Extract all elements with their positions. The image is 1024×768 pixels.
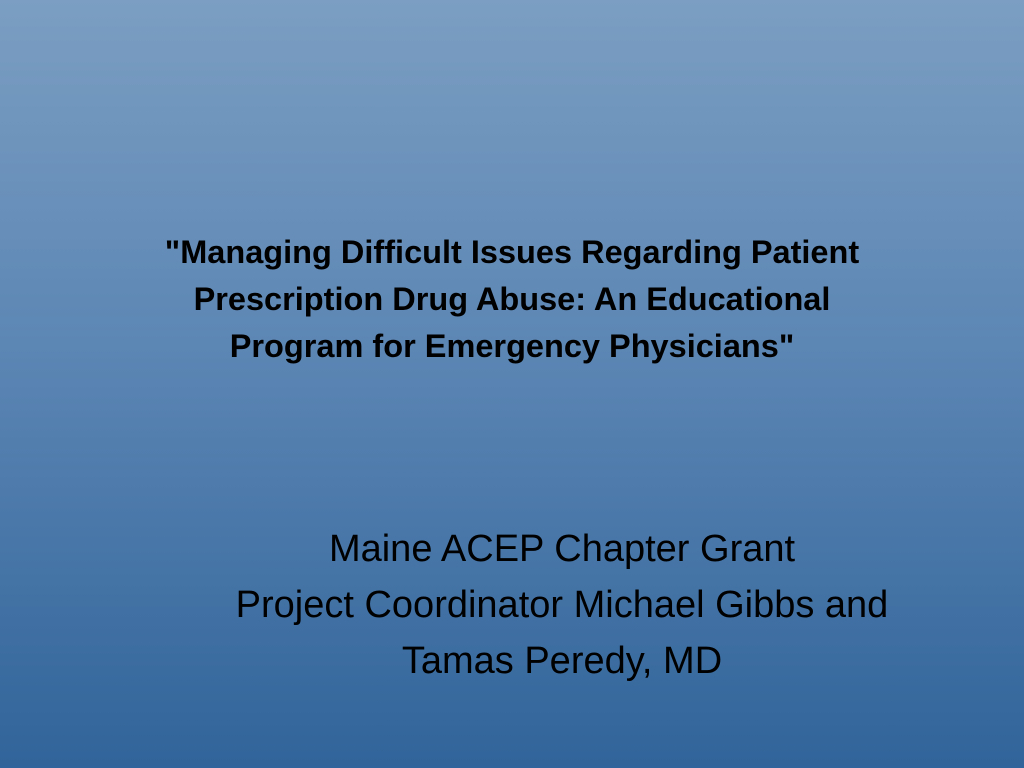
slide-subtitle [180,521,944,689]
slide-title: "Managing Difficult Issues Regarding Patient Prescription Drug Abuse: An Educational Program for Emergency Physicians" [164,234,860,364]
subtitle-coordinator-line: Project Coordinator Michael Gibbs and Tamas Peredy, MD [235,584,889,682]
subtitle-grant-line: Maine ACEP Chapter Grant [328,528,796,570]
